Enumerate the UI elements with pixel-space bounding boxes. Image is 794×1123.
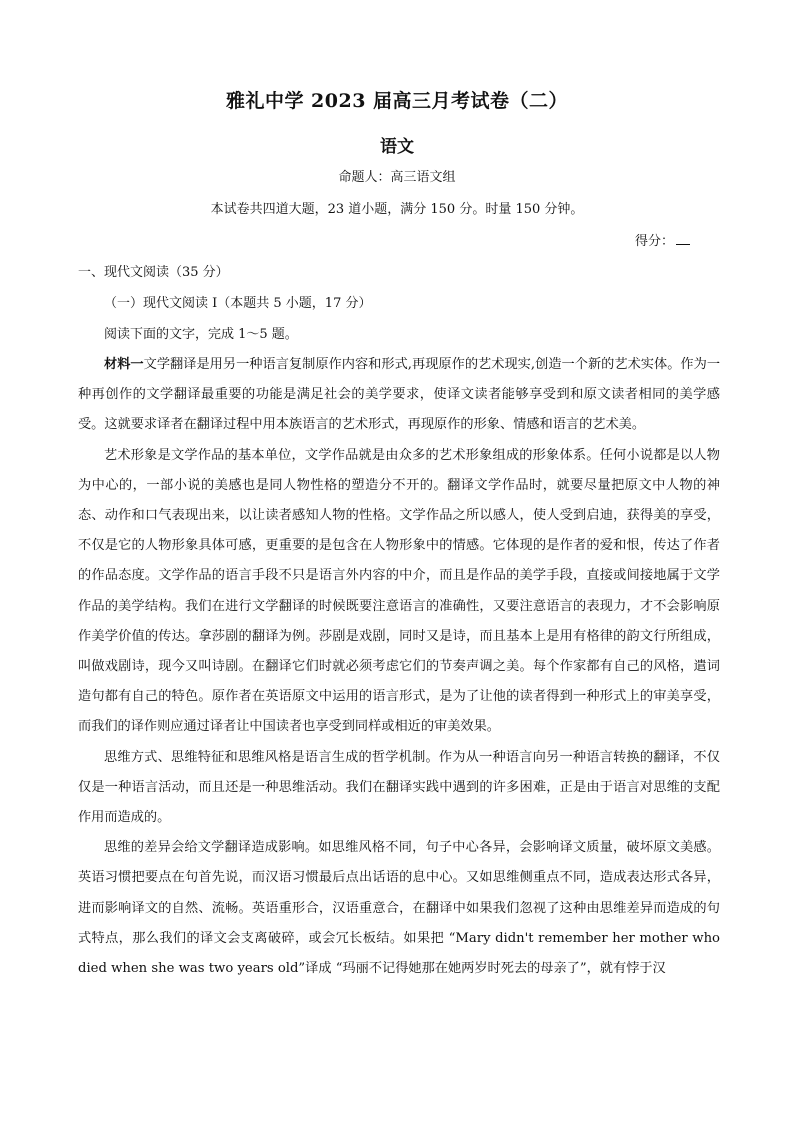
section-heading: 一、现代文阅读（35 分） [78, 265, 229, 280]
author-line: 命题人：高三语文组 [338, 170, 456, 185]
score-blank [676, 232, 690, 245]
exam-title: 雅礼中学 2023 届高三月考试卷（二） [225, 90, 569, 112]
score-field [635, 230, 690, 249]
paragraph-1 [78, 350, 720, 441]
paragraph-2: 艺术形象是文学作品的基本单位，文学作品就是由众多的艺术形象组成的形象体系。任何小说都是以人物为中心的，一部小说的美感也是同人物性格的塑造分不开的。翻译文学作品时，就要尽量把原文中人物的神态、动作和口气表现出来，以让读者感知人物的性格。文学作品之所以感人，使人受到启迪，获得美的享受，不仅是它的人物形象具体可感，更重要的是包含在人物形象中的情感。它体现的是作者的爱和恨，传达了作者的作品态度。文学作品的语言手段不只是语言外内容的中介，而且是作品的美学手段，直接或间接地属于文学作品的美学结构。我们在进行文学翻译的时候既要注意语言的准确性，又要注意语言的表现力，才不会影响原作美学价值的传达。拿莎剧的翻译为例。莎剧是戏剧，同时又是诗，而且基本上是用有格律的韵文行所组成，叫做戏剧诗，现今又叫诗剧。在翻译它们时就必须考虑它们的节奏声调之美。每个作家都有自己的风格，遣词造句都有自己的特色。原作者在英语原文中运用的语言形式，是为了让他的读者得到一种形式上的审美享受，而我们的译作则应通过译者让中国读者也享受到同样或相近的审美效果。 [78, 447, 720, 735]
score-label: 得分： [634, 234, 674, 249]
paragraph-3: 思维方式、思维特征和思维风格是语言生成的哲学机制。作为从一种语言向另一种语言转换的翻译，不仅仅是一种语言活动，而且还是一种思维活动。我们在翻译实践中遇到的许多困难，正是由于语言对思维的支配作用而造成的。 [78, 749, 720, 826]
instruction: 阅读下面的文字，完成 1～5 题。 [104, 327, 298, 342]
subject-title: 语文 [380, 137, 414, 157]
exam-info: 本试卷共四道大题，23 道小题，满分 150 分。时量 150 分钟。 [210, 202, 584, 217]
material-body [78, 350, 720, 984]
paragraph-1-text: 文学翻译是用另一种语言复制原作内容和形式,再现原作的艺术现实,创造一个新的艺术实体。作为一种再创作的文学翻译最重要的功能是满足社会的美学要求，使译文读者能够享受到和原文读者相同的美学感受。这就要求译者在翻译过程中用本族语言的艺术形式，再现原作的形象、情感和语言的艺术美。 [78, 357, 721, 433]
paragraph-4: 思维的差异会给文学翻译造成影响。如思维风格不同，句子中心各异，会影响译文质量，破坏原文美感。英语习惯把要点在句首先说，而汉语习惯最后点出话语的息中心。又如思维侧重点不同，造成表达形式各异，进而影响译文的自然、流畅。英语重形合，汉语重意合，在翻译中如果我们忽视了这种由思维差异而造成的句式特点，那么我们的译文会支离破碎，或会冗长板结。如果把 “Mary didn't remember her mother who died when she was two years old”译成 “玛丽不记得她那在她两岁时死去的母亲了”，就有悖于汉 [78, 840, 720, 977]
material-label: 材料一 [104, 357, 144, 372]
subsection-heading: （一）现代文阅读 I（本题共 5 小题，17 分） [104, 296, 372, 311]
